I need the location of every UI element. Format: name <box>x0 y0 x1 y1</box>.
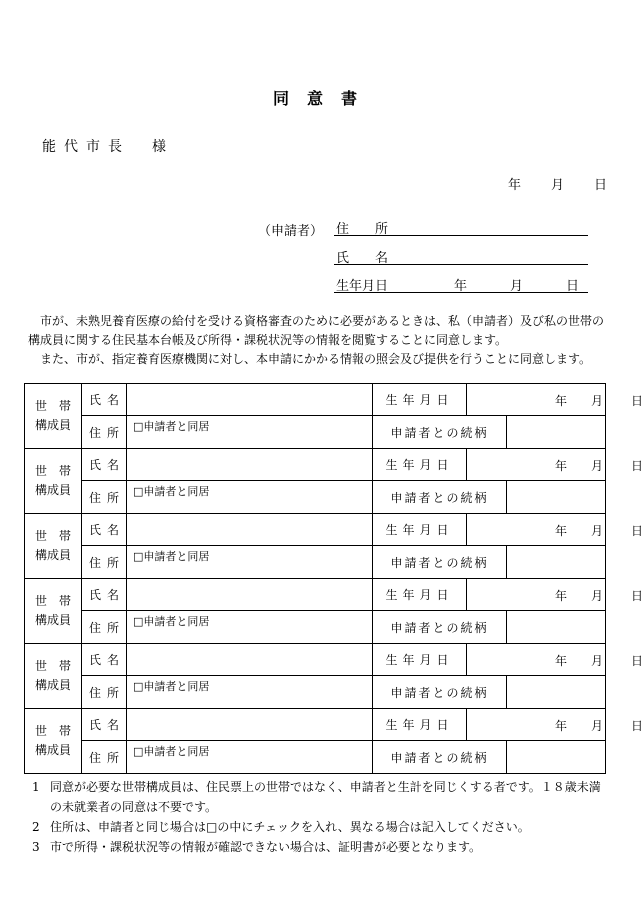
applicant-label: （申請者） <box>258 224 324 239</box>
member-name-input[interactable] <box>127 384 373 416</box>
member-address-row <box>25 481 606 514</box>
member-relation-label: 申請者との続柄 <box>373 611 507 644</box>
member-birth-label: 生年月日 <box>373 644 467 676</box>
member-relation-label: 申請者との続柄 <box>373 416 507 449</box>
member-name-input[interactable] <box>127 514 373 546</box>
member-name-input[interactable] <box>127 644 373 676</box>
member-relation-label: 申請者との続柄 <box>373 741 507 774</box>
note-item: 3 市で所得・課税状況等の情報が確認できない場合は、証明書が必要となります。 <box>32 840 482 854</box>
member-birthdate-input[interactable]: 年 月 日 <box>467 384 606 416</box>
applicant-birthdate-field[interactable] <box>334 275 588 293</box>
date-month: 月 <box>551 178 565 193</box>
member-name-label: 氏名 <box>82 384 127 416</box>
member-address-label: 住所 <box>82 416 127 449</box>
applicant-birth-label: 生年月日 <box>336 279 389 294</box>
member-birth-label: 生年月日 <box>373 384 467 416</box>
member-relation-label: 申請者との続柄 <box>373 481 507 514</box>
member-birthdate-input[interactable]: 年 月 日 <box>467 579 606 611</box>
consent-paragraph-2: また、市が、指定養育医療機関に対し、本申請にかかる情報の照会及び提供を行うことに同意します。 <box>28 352 592 366</box>
member-relation-input[interactable] <box>507 741 606 774</box>
member-relation-input[interactable] <box>507 481 606 514</box>
consent-paragraph-1: 市が、未熟児養育医療の給付を受ける資格審査のために必要があるときは、私（申請者）及び私の世帯の構成員に関する住民基本台帳及び所得・課税状況等の情報を閲覧することに同意します。 <box>28 314 605 347</box>
member-address-label: 住所 <box>82 546 127 579</box>
same-as-applicant-checkbox[interactable]: □申請者と同居 <box>133 680 210 693</box>
member-relation-input[interactable] <box>507 676 606 709</box>
addressee: 能代市長 様 <box>42 139 174 155</box>
member-address-row <box>25 741 606 774</box>
note-item: 2 住所は、申請者と同じ場合は□の中にチェックを入れ、異なる場合は記入してください。 <box>32 820 530 834</box>
member-birthdate-input[interactable]: 年 月 日 <box>467 644 606 676</box>
applicant-address-field[interactable] <box>334 218 588 236</box>
member-address-input[interactable] <box>127 546 373 579</box>
member-group-label: 世 帯 構成員 <box>25 384 82 449</box>
member-birth-label: 生年月日 <box>373 514 467 546</box>
household-members-table <box>24 383 643 774</box>
member-address-input[interactable] <box>127 741 373 774</box>
page-title: 同意書 <box>272 89 375 108</box>
member-birthdate-input[interactable]: 年 月 日 <box>467 709 606 741</box>
note-item: 1 同意が必要な世帯構成員は、住民票上の世帯ではなく、申請者と生計を同じくする者です。１８歳未満の未就業者の同意は不要です。 <box>32 780 601 814</box>
member-name-label: 氏名 <box>82 449 127 481</box>
same-as-applicant-checkbox[interactable]: □申請者と同居 <box>133 615 210 628</box>
applicant-birth-year: 年 <box>454 279 468 294</box>
member-name-label: 氏名 <box>82 644 127 676</box>
same-as-applicant-checkbox[interactable]: □申請者と同居 <box>133 485 210 498</box>
member-address-label: 住所 <box>82 676 127 709</box>
applicant-birth-day: 日 <box>566 279 580 294</box>
applicant-birth-month: 月 <box>510 279 524 294</box>
member-address-input[interactable] <box>127 611 373 644</box>
member-name-input[interactable] <box>127 709 373 741</box>
applicant-name-label: 氏 名 <box>336 251 389 266</box>
member-name-input[interactable] <box>127 579 373 611</box>
member-name-label: 氏名 <box>82 579 127 611</box>
same-as-applicant-checkbox[interactable]: □申請者と同居 <box>133 745 210 758</box>
member-name-label: 氏名 <box>82 514 127 546</box>
member-name-label: 氏名 <box>82 709 127 741</box>
member-address-label: 住所 <box>82 481 127 514</box>
applicant-address-label: 住 所 <box>336 222 389 237</box>
member-name-row <box>25 384 606 416</box>
member-relation-label: 申請者との続柄 <box>373 546 507 579</box>
notes <box>28 777 608 857</box>
same-as-applicant-checkbox[interactable]: □申請者と同居 <box>133 420 210 433</box>
member-name-row <box>25 644 606 676</box>
member-address-row <box>25 546 606 579</box>
member-group-label: 世 帯 構成員 <box>25 514 82 579</box>
member-birth-label: 生年月日 <box>373 449 467 481</box>
member-relation-input[interactable] <box>507 546 606 579</box>
member-address-label: 住所 <box>82 611 127 644</box>
member-group-label: 世 帯 構成員 <box>25 644 82 709</box>
member-relation-input[interactable] <box>507 416 606 449</box>
member-group-label: 世 帯 構成員 <box>25 709 82 774</box>
member-name-row <box>25 514 606 546</box>
member-group-label: 世 帯 構成員 <box>25 579 82 644</box>
member-address-label: 住所 <box>82 741 127 774</box>
member-name-row <box>25 449 606 481</box>
member-name-row <box>25 709 606 741</box>
applicant-name-field[interactable] <box>334 247 588 265</box>
member-name-row <box>25 579 606 611</box>
member-address-row <box>25 611 606 644</box>
member-birth-label: 生年月日 <box>373 709 467 741</box>
member-address-input[interactable] <box>127 676 373 709</box>
document-date <box>508 174 607 193</box>
member-name-input[interactable] <box>127 449 373 481</box>
member-address-row <box>25 416 606 449</box>
date-year: 年 <box>508 178 522 193</box>
same-as-applicant-checkbox[interactable]: □申請者と同居 <box>133 550 210 563</box>
member-relation-label: 申請者との続柄 <box>373 676 507 709</box>
member-birthdate-input[interactable]: 年 月 日 <box>467 449 606 481</box>
member-birth-label: 生年月日 <box>373 579 467 611</box>
member-relation-input[interactable] <box>507 611 606 644</box>
member-address-input[interactable] <box>127 416 373 449</box>
member-address-input[interactable] <box>127 481 373 514</box>
member-birthdate-input[interactable]: 年 月 日 <box>467 514 606 546</box>
member-address-row <box>25 676 606 709</box>
member-group-label: 世 帯 構成員 <box>25 449 82 514</box>
date-day: 日 <box>594 178 608 193</box>
